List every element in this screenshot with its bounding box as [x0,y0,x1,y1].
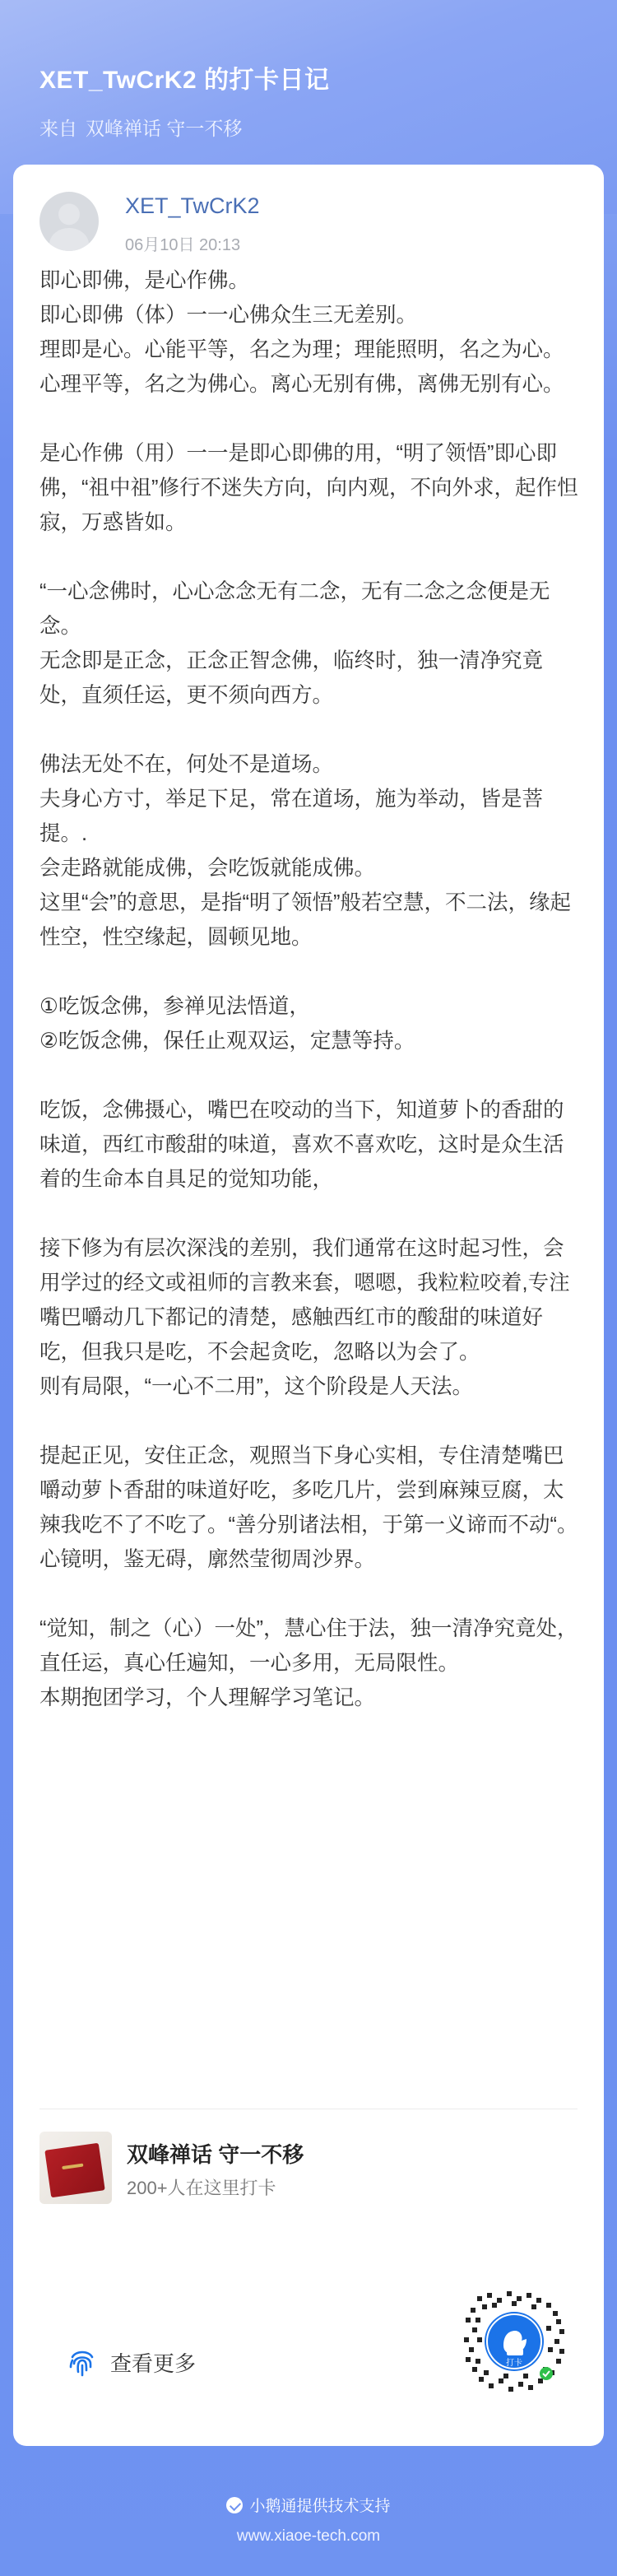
post-time: 06月10日 20:13 [125,236,241,254]
post-paragraph: 会走路就能成佛，会吃饭就能成佛。 [39,857,376,880]
post-paragraph: 即心即佛，是心作佛。 [39,269,250,292]
post-paragraph: 理即是心。心能平等，名之为理；理能照明，名之为心。心理平等，名之为佛心。离心无别有佛，离佛无别有心。 [39,338,564,396]
blank-line [39,540,584,574]
blank-line [39,1577,584,1611]
book-icon [44,2143,104,2198]
post-paragraph: ②吃饭念佛，保任止观双运，定慧等持。 [39,1030,415,1053]
post-paragraph: 心镜明，鉴无碍，廓然莹彻周沙界。 [39,1548,376,1571]
footer-support: 小鹅通提供技术支持 [249,2498,391,2515]
blank-line [39,1404,584,1439]
post-paragraph: 即心即佛（体）一一心佛众生三无差别。 [39,304,418,327]
community-name: 双峰禅话 守一不移 [127,2142,304,2167]
post-paragraph: 这里“会”的意思，是指“明了领悟”般若空慧，不二法，缘起性空，性空缘起，圆顿见地。 [39,891,571,949]
post-paragraph: 吃饭，念佛摄心，嘴巴在咬动的当下，知道萝卜的香甜的味道，西红市酸甜的味道，喜欢不喜欢吃，这时是众生活着的生命本自具足的觉知功能， [39,1099,564,1191]
footer [0,2494,617,2546]
page-title: XET_TwCrK2 的打卡日记 [39,67,330,94]
source-line [39,114,330,141]
post-paragraph: 则有局限，“一心不二用”，这个阶段是人天法。 [39,1375,473,1398]
source-community-link[interactable]: 双峰禅话 守一不移 [86,118,243,139]
post-paragraph: 佛法无处不在，何处不是道场。 [39,753,334,776]
qr-code-icon[interactable] [461,2288,568,2395]
fingerprint-icon [66,2346,99,2378]
post-paragraph: “觉知，制之（心）一处”，慧心住于法，独一清净究竟处，直任运，真心任遍知，一心多用，无局限性。 [39,1617,578,1675]
view-more-label: 查看更多 [110,2351,197,2376]
blank-line [39,713,584,747]
post-paragraph: ①吃饭念佛，参禅见法悟道， [39,995,310,1018]
diary-card [13,165,604,2446]
post-paragraph: 接下修为有层次深浅的差别，我们通常在这时起习性，会用学过的经文或祖师的言教来套，嗯嗯，我粒粒咬着,专注嘴巴嚼动几下都记的清楚，感触西红市的酸甜的味道好吃，但我只是吃，不会起贪吃，忽略以为会了。 [39,1237,570,1364]
post-paragraph: 无念即是正念，正念正智念佛，临终时，独一清净究竟处，直须任运，更不须向西方。 [39,649,544,707]
source-prefix: 来自 [39,118,77,139]
footer-support-line [0,2494,617,2516]
qr-badge-label: 打卡 [506,2359,522,2368]
post-content [39,263,584,1715]
community-count: 200+人在这里打卡 [127,2178,276,2198]
post-paragraph: 夫身心方寸，举足下足，常在道场，施为举动，皆是菩提。. [39,788,544,845]
page-header [39,59,330,141]
footer-site[interactable]: www.xiaoe-tech.com [236,2527,381,2545]
post-paragraph: 是心作佛（用）一一是即心即佛的用，“明了领悟”即心即佛，“祖中祖”修行不迷失方向，向内观，不向外求，起作怛寂，万惑皆如。 [39,442,578,534]
xiaoe-logo-icon [226,2497,243,2513]
post-paragraph: 提起正见，安住正念，观照当下身心实相，专住清楚嘴巴嚼动萝卜香甜的味道好吃，多吃几片，尝到麻辣豆腐，太辣我吃不了不吃了。“善分别诸法相，于第一义谛而不动“。 [39,1444,578,1537]
community-cover-image [39,2132,112,2204]
blank-line [39,1058,584,1093]
avatar[interactable] [39,192,99,251]
author-name[interactable]: XET_TwCrK2 [125,193,260,218]
blank-line [39,1197,584,1231]
blank-line [39,402,584,436]
post-paragraph: “一心念佛时，心心念念无有二念，无有二念之念便是无念。 [39,580,550,638]
post-paragraph: 本期抱团学习，个人理解学习笔记。 [39,1686,376,1709]
blank-line [39,955,584,989]
